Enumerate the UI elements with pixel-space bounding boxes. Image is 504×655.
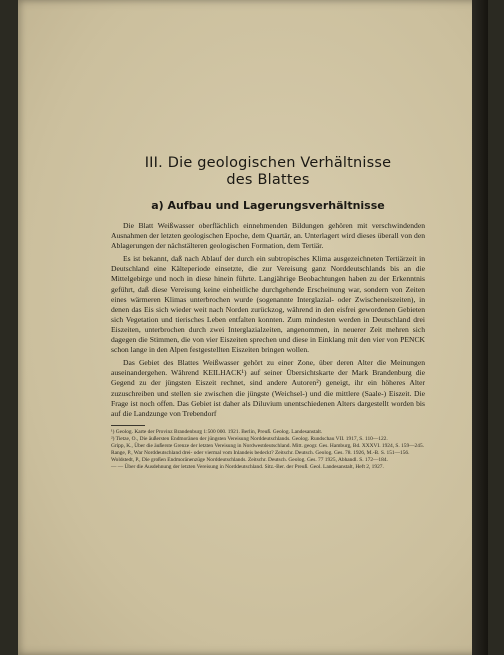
book-spine [472,0,488,655]
page-content [111,155,425,471]
paragraph-2: Es ist bekannt, daß nach Ablauf der durch ein subtropisches Klima ausgezeichneten Tertiärzeit in Deutschland eine Kälteperiode einsetzte, die zur Vereisung ganz Norddeutschlands bis an die Mittelgebirge und noch in diese hinein führte. Langjährige Beobachtungen haben zu der Erkenntnis geführt, daß diese Vereisung keine einheitliche durchgehende Erscheinung war, sondern von Zeiten eines wärmeren Klimas unterbrochen wurde (sogenannte Interglazial- oder Zwischeneiszeiten), in denen das Eis sich wieder weit nach Norden zurückzog, während in den eisfrei gewordenen Gebieten sich Vegetation und tierisches Leben entfalten konnten. Zum mindesten werden in Deutschland drei Eiszeiten, unterbrochen durch zwei Interglazialzeiten, angenommen, in neuerer Zeit mehren sich dagegen die Stimmen, die von vier Eiszeiten sprechen und diese in Einklang mit den vier von PENCK schon lange in den Alpen festgestellten Eiszeiten bringen wollen. [111,254,425,355]
footnote-6: — — Über die Ausdehnung der letzten Vereisung in Norddeutschland. Sitz.-Ber. der Preuß. Geol. Landesanstalt, Heft 2, 1927. [111,463,384,470]
section-heading: a) Aufbau und Lagerungsverhältnisse [151,199,385,212]
paragraph-1: Die Blatt Weißwasser oberflächlich einnehmenden Bildungen gehören mit verschwindenden Ausnahmen der letzten geologischen Epoche, dem Quartär, an. Unterlagert wird dieses überall von den Ablagerungen der nächstälteren geologischen Formation, dem Tertiär. [111,221,425,251]
footnote-2: ²) Tietze, O., Die äußersten Endmoränen der jüngsten Vereisung Norddeutschlands. Geolog. Rundschau VII. 1917, S. 110—122. [111,435,388,442]
chapter-title-line2: des Blattes [226,172,310,188]
chapter-title: III. Die geologischen Verhältnisse [144,155,392,171]
footnote-divider [111,425,145,426]
footnote-5: Woldstedt, P., Die großen Endmoränenzüge Norddeutschlands. Zeitschr. Deutsch. Geolog. Ges. 77 1925, Abhandl. S. 172—184. [111,456,388,463]
paragraph-3: Das Gebiet des Blattes Weißwasser gehört zu einer Zone, über deren Alter die Meinungen auseinandergehen. Während KEILHACK¹) auf seiner Übersichtskarte der Mark Brandenburg die Gegend zu der jüngsten Eiszeit rechnet, sind andere Autoren²) geneigt, ihr ein höheres Alter zuzuschreiben und stellen sie zwischen die jüngste (Weichsel-) und die mittlere (Saale-) Eiszeit. Die Frage ist noch offen. Das Gebiet ist daher als Diluvium unentschiedenen Alters dargestellt worden bis auf die Landzunge von Trebendorf [111,358,425,418]
footnote-1: ¹) Geolog. Karte der Provinz Brandenburg 1:500 000. 1921. Berlin, Preuß. Geolog. Landesanstalt. [111,428,323,435]
footnote-4: Range, P., War Norddeutschland drei- oder viermal vom Inlandeis bedeckt? Zeitschr. Deutsch. Geolog. Ges. 78. 1926, M.-B. S. 151—156. [111,449,410,456]
book-page [18,0,488,655]
footnote-3: Gripp, K., Über die äußerste Grenze der letzten Vereisung in Nordwestdeutschland. Mitt. geogr. Ges. Hamburg, Bd. XXXVI. 1924, S. 159—245. [111,442,424,449]
